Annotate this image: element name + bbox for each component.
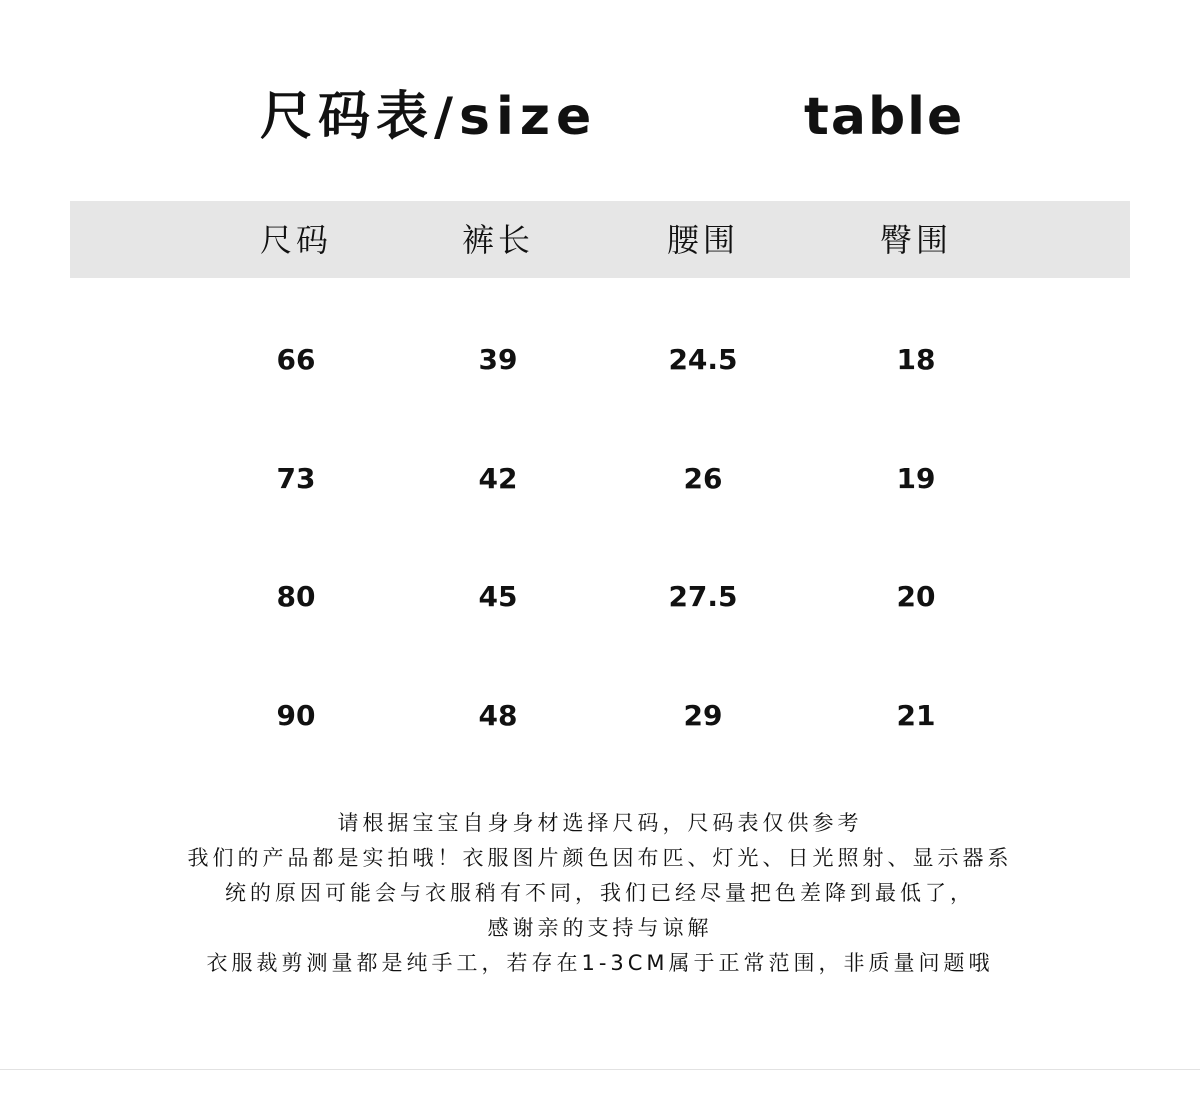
note-line: 请根据宝宝自身身材选择尺码，尺码表仅供参考 <box>337 811 863 835</box>
notes-block <box>60 806 1140 981</box>
cell-size: 66 <box>276 343 316 376</box>
title-chinese: 尺码表/size <box>260 87 598 147</box>
header-hip: 臀围 <box>879 221 952 259</box>
bottom-divider <box>0 1069 1200 1070</box>
note-line: 统的原因可能会与衣服稍有不同，我们已经尽量把色差降到最低了， <box>225 881 975 905</box>
cell-size: 73 <box>276 462 316 495</box>
table-row <box>0 340 1200 380</box>
cell-hip: 19 <box>896 462 936 495</box>
cell-hip: 20 <box>896 580 936 613</box>
cell-hip: 18 <box>896 343 936 376</box>
header-pants-length: 裤长 <box>461 221 534 259</box>
table-row <box>0 577 1200 617</box>
cell-waist: 29 <box>683 699 723 732</box>
cell-waist: 26 <box>683 462 723 495</box>
cell-size: 90 <box>276 699 316 732</box>
table-row <box>0 696 1200 736</box>
note-line: 衣服裁剪测量都是纯手工，若存在1-3CM属于正常范围，非质量问题哦 <box>206 951 994 975</box>
cell-hip: 21 <box>896 699 936 732</box>
cell-pants-length: 48 <box>478 699 518 732</box>
cell-pants-length: 42 <box>478 462 518 495</box>
header-waist: 腰围 <box>666 221 739 259</box>
table-row <box>0 459 1200 499</box>
cell-waist: 27.5 <box>668 580 738 613</box>
note-line: 感谢亲的支持与谅解 <box>487 916 713 940</box>
header-size: 尺码 <box>259 221 332 259</box>
title-english: table <box>804 87 965 147</box>
cell-pants-length: 39 <box>478 343 518 376</box>
cell-pants-length: 45 <box>478 580 518 613</box>
cell-size: 80 <box>276 580 316 613</box>
cell-waist: 24.5 <box>668 343 738 376</box>
note-line: 我们的产品都是实拍哦！衣服图片颜色因布匹、灯光、日光照射、显示器系 <box>187 846 1013 870</box>
